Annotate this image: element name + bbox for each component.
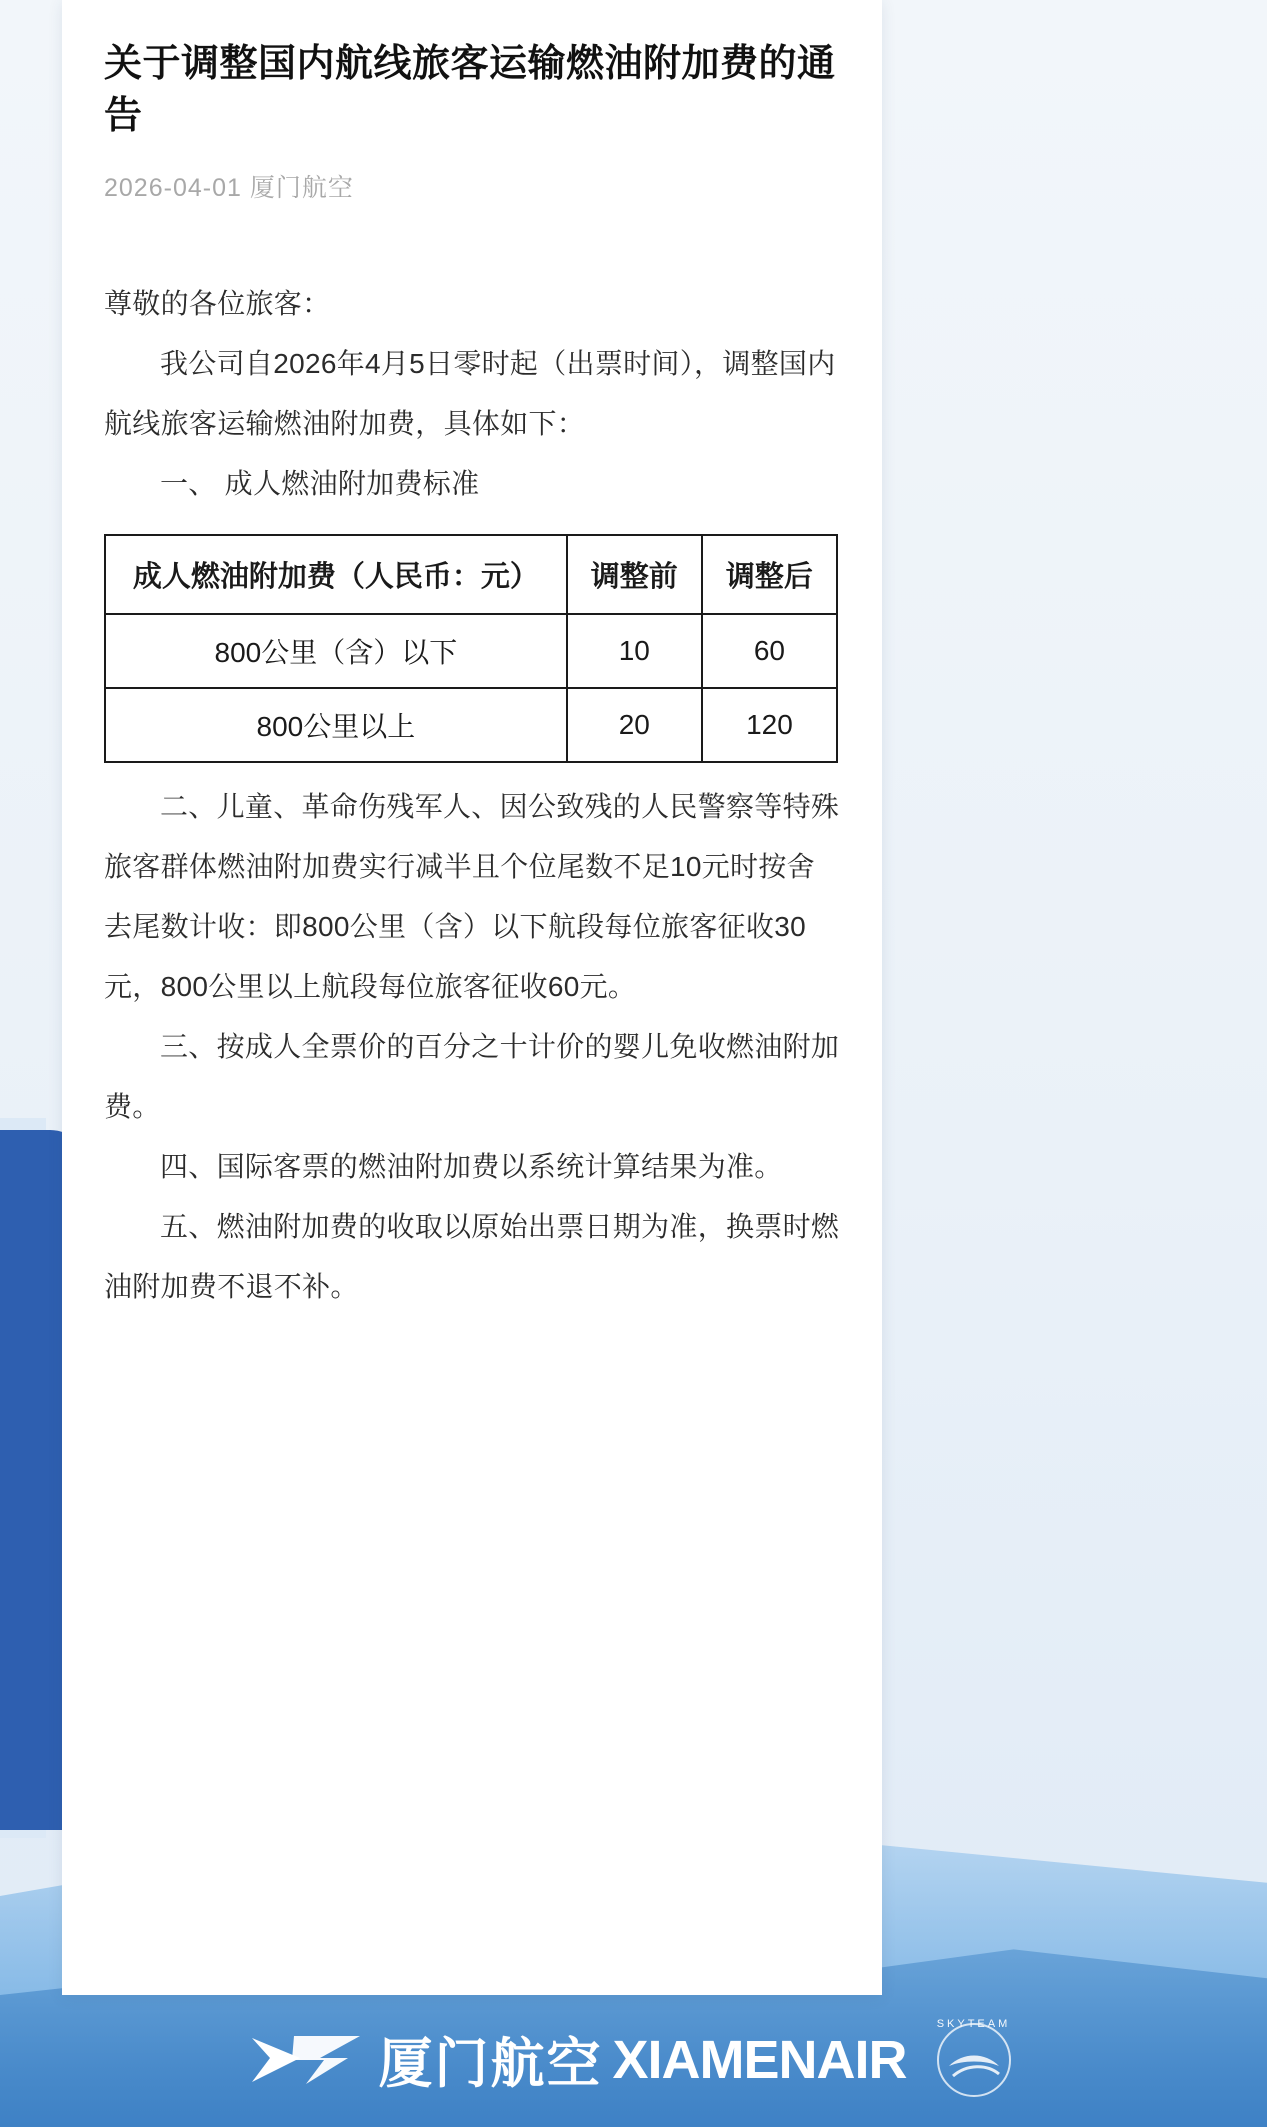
table-header-before: 调整前 [567,535,702,614]
publish-date: 2026-04-01 [104,174,242,202]
article-meta [104,168,840,204]
table-cell-before: 10 [567,614,702,688]
publisher: 厦门航空 [249,174,354,202]
section-three-paragraph: 三、按成人全票价的百分之十计价的婴儿免收燃油附加费。 [104,1031,840,1122]
table-cell-before: 20 [567,688,702,762]
table-cell-category: 800公里以上 [105,688,567,762]
brand-name-en: XIAMENAIR [612,2029,907,2090]
table-header-row [105,535,837,614]
table-cell-category: 800公里（含）以下 [105,614,567,688]
brand-name-cn: 厦门航空 [378,2034,603,2094]
table-cell-after: 60 [702,614,837,688]
article-body [62,0,882,1317]
section-four-paragraph: 四、国际客票的燃油附加费以系统计算结果为准。 [160,1151,783,1182]
table-header-category: 成人燃油附加费（人民币：元） [105,535,567,614]
table-header-after: 调整后 [702,535,837,614]
page-title: 关于调整国内航线旅客运输燃油附加费的通告 [104,43,836,137]
section-two-paragraph: 二、儿童、革命伤残军人、因公致残的人民警察等特殊旅客群体燃油附加费实行减半且个位尾数不足10元时按舍去尾数计收：即800公里（含）以下航段每位旅客征收30元，800公里以上航段每位旅客征收60元。 [104,791,840,1002]
section-one-heading: 一、 成人燃油附加费标准 [160,468,480,499]
brand-footer [0,1992,1267,2127]
article-card [62,0,882,1995]
xiamenair-logo-icon [248,2028,368,2092]
intro-paragraph: 我公司自2026年4月5日零时起（出票时间），调整国内航线旅客运输燃油附加费，具体如下： [104,348,836,439]
fuel-surcharge-table [104,534,838,763]
skyteam-label: SKYTEAM [936,2017,1011,2030]
table-row [105,688,837,762]
skyteam-icon [929,2018,1019,2102]
table-cell-after: 120 [702,688,837,762]
salutation: 尊敬的各位旅客： [104,288,331,319]
section-five-paragraph: 五、燃油附加费的收取以原始出票日期为准，换票时燃油附加费不退不补。 [104,1211,840,1302]
table-row [105,614,837,688]
